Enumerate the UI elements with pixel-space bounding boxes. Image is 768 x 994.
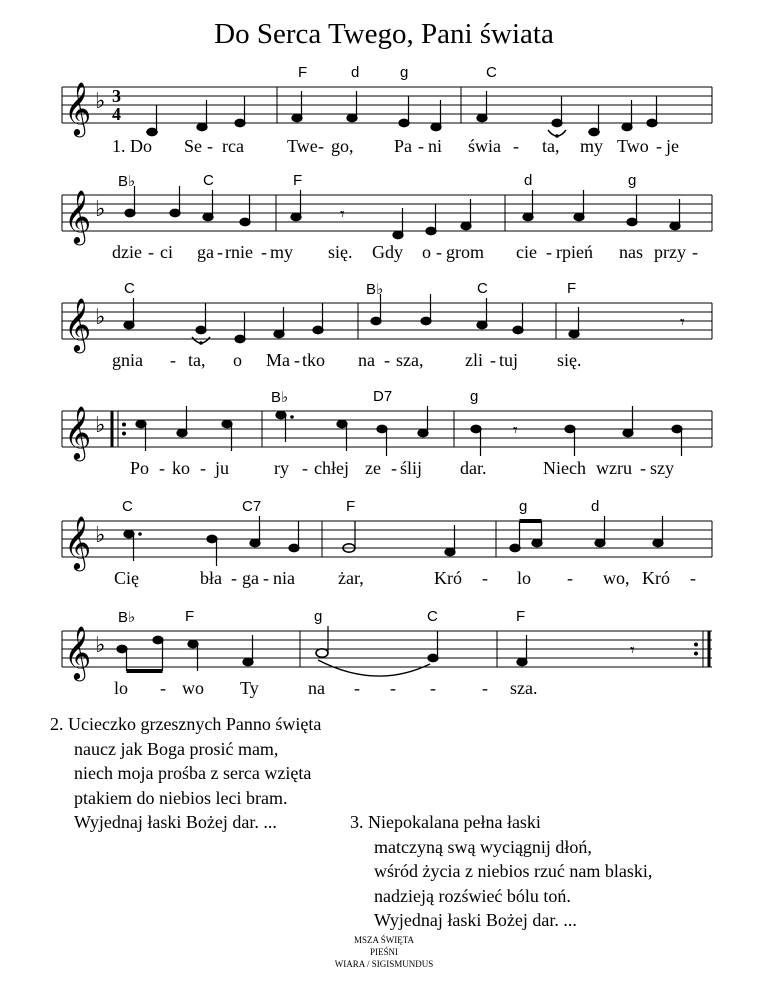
lyric-syllable: je xyxy=(666,136,679,156)
verse-line: 2. Ucieczko grzesznych Panno święta xyxy=(50,714,322,734)
lyric-syllable: Gdy xyxy=(372,242,403,262)
flat-key-icon: ♭ xyxy=(95,412,106,437)
chord: g xyxy=(314,608,323,625)
lyric-syllable: ta, xyxy=(542,136,560,156)
chord: g xyxy=(519,498,528,515)
lyric-syllable: na xyxy=(308,678,325,698)
lyric-syllable: grom xyxy=(446,242,484,262)
lyric-syllable: Pa xyxy=(394,136,412,156)
footer-line: PIEŚNI xyxy=(369,947,398,957)
lyric-syllable: - xyxy=(640,458,646,478)
lyric-syllable: Two xyxy=(617,136,649,156)
lyric-syllable: cie xyxy=(516,242,537,262)
lyric-syllable: Niech xyxy=(543,458,586,478)
lyric-syllable: dzie xyxy=(112,242,142,262)
chord: B♭ xyxy=(366,281,384,298)
lyric-syllable: ślij xyxy=(400,458,423,478)
lyric-syllable: - xyxy=(217,242,223,262)
lyric-syllable: - xyxy=(436,242,442,262)
eighth-rest-icon: 𝄾 xyxy=(513,420,518,440)
lyric-syllable: - xyxy=(263,568,269,588)
lyric-syllable: - xyxy=(513,136,519,156)
chord: C7 xyxy=(242,498,262,515)
staff-system-6 xyxy=(0,604,768,704)
lyric-syllable: gnia xyxy=(112,350,143,370)
lyric-syllable: rpień xyxy=(556,242,593,262)
flat-key-icon: ♭ xyxy=(95,522,106,547)
verse-line: Wyjednaj łaski Bożej dar. ... xyxy=(374,910,577,930)
lyric-syllable: Ma xyxy=(266,350,290,370)
staff-system-5 xyxy=(0,494,768,594)
lyric-syllable: chłej xyxy=(314,458,349,478)
verse-line: ptakiem do niebios leci bram. xyxy=(74,787,288,808)
verse-line: niech moja prośba z serca wzięta xyxy=(74,763,312,783)
lyric-syllable: my xyxy=(580,136,604,156)
lyric-syllable: - xyxy=(354,678,360,698)
lyric-syllable: ni xyxy=(428,136,443,156)
lyric-syllable: Twe xyxy=(287,136,318,156)
lyric-syllable: - xyxy=(656,136,662,156)
chord: g xyxy=(628,172,637,189)
lyric-syllable: - xyxy=(294,350,300,370)
chord: D7 xyxy=(373,388,393,405)
song-title: Do Serca Twego, Pani świata xyxy=(214,18,554,50)
lyric-syllable: rnie xyxy=(225,242,253,262)
lyric-syllable: Ty xyxy=(240,678,259,698)
lyric-syllable: - xyxy=(390,678,396,698)
lyric-syllable: na xyxy=(358,350,375,370)
lyric-syllable: - xyxy=(302,458,308,478)
lyric-syllable: ry xyxy=(274,458,289,478)
lyric-syllable: rca xyxy=(222,136,244,156)
chord: F xyxy=(567,280,577,297)
chord: F xyxy=(185,608,195,625)
lyric-syllable: - xyxy=(318,136,324,156)
lyric-syllable: Po xyxy=(130,458,150,478)
chord: g xyxy=(470,388,479,405)
lyric-syllable: ga xyxy=(242,568,259,588)
staff-system-3 xyxy=(0,276,768,376)
staff-system-4 xyxy=(0,384,768,484)
lyric-syllable: - xyxy=(261,242,267,262)
flat-key-icon: ♭ xyxy=(95,304,106,329)
lyric-syllable: - xyxy=(207,136,213,156)
lyric-syllable: się. xyxy=(557,350,582,370)
verse-line: naucz jak Boga prosić mam, xyxy=(74,738,279,759)
lyric-syllable: przy xyxy=(654,242,686,262)
chord: C xyxy=(477,280,488,297)
lyric-syllable: Cię xyxy=(114,568,139,588)
lyric-syllable: nia xyxy=(273,568,295,588)
treble-clef-icon: 𝄞 xyxy=(64,299,92,350)
tie-icon xyxy=(318,660,430,676)
footer-line: WIARA / SIGISMUNDUS xyxy=(334,959,434,969)
lyric-syllable: Se xyxy=(184,136,202,156)
svg-text:4: 4 xyxy=(112,104,121,124)
lyric-syllable: my xyxy=(270,242,294,262)
lyric-syllable: - xyxy=(391,458,397,478)
lyric-syllable: - xyxy=(690,568,696,588)
lyric-syllable: - xyxy=(170,350,176,370)
treble-clef-icon: 𝄞 xyxy=(64,83,92,134)
chord: B♭ xyxy=(271,389,289,406)
chord: C xyxy=(486,64,497,81)
lyric-syllable: szy xyxy=(650,458,674,478)
lyric-syllable: Kró xyxy=(434,568,462,588)
lyric-syllable: lo xyxy=(517,568,532,588)
lyric-syllable: - xyxy=(482,678,488,698)
verse-line: 3. Niepokalana pełna łaski xyxy=(350,812,541,832)
treble-clef-icon: 𝄞 xyxy=(64,627,92,678)
lyric-syllable: ko xyxy=(172,458,190,478)
lyric-syllable: - xyxy=(160,678,166,698)
lyric-syllable: świa xyxy=(468,136,501,156)
verse-3 xyxy=(350,810,652,933)
lyric-syllable: - xyxy=(231,568,237,588)
flat-key-icon: ♭ xyxy=(95,88,106,113)
footer-line: MSZA ŚWIĘTA xyxy=(353,935,415,945)
lyric-syllable: ze xyxy=(365,458,381,478)
eighth-rest-icon: 𝄾 xyxy=(630,640,635,660)
chord: d xyxy=(351,64,360,81)
chord: B♭ xyxy=(118,609,136,626)
lyric-syllable: lo xyxy=(114,678,129,698)
chord: d xyxy=(591,498,600,515)
lyric-syllable: tko xyxy=(302,350,326,370)
lyric-syllable: go, xyxy=(331,136,354,156)
lyric-syllable: sza. xyxy=(510,678,538,698)
lyric-syllable: ga xyxy=(197,242,214,262)
treble-clef-icon: 𝄞 xyxy=(64,517,92,568)
lyric-syllable: ta, xyxy=(188,350,206,370)
chord: F xyxy=(516,608,526,625)
lyric-syllable: o xyxy=(422,242,431,262)
lyric-syllable: 1. Do xyxy=(112,136,152,156)
lyric-syllable: - xyxy=(200,458,206,478)
lyric-syllable: - xyxy=(148,242,154,262)
lyric-syllable: dar. xyxy=(460,458,487,478)
chord: C xyxy=(203,172,214,189)
chord: C xyxy=(427,608,438,625)
lyric-syllable: o xyxy=(233,350,242,370)
chord: C xyxy=(122,498,133,515)
eighth-rest-icon: 𝄾 xyxy=(680,312,685,332)
lyric-syllable: - xyxy=(384,350,390,370)
verse-line: matczyną swą wyciągnij dłoń, xyxy=(374,836,592,857)
verse-line: Wyjednaj łaski Bożej dar. ... xyxy=(74,812,277,832)
chord: F xyxy=(293,172,303,189)
lyric-syllable: bła xyxy=(200,568,222,588)
lyric-syllable: nas xyxy=(619,242,643,262)
flat-key-icon: ♭ xyxy=(95,196,106,221)
staff-system-1 xyxy=(0,60,768,160)
chord: B♭ xyxy=(118,173,136,190)
chord: d xyxy=(524,172,533,189)
lyric-syllable: - xyxy=(430,678,436,698)
lyric-syllable: wzru xyxy=(596,458,632,478)
lyric-syllable: - xyxy=(418,136,424,156)
lyric-syllable: ju xyxy=(215,458,230,478)
lyric-syllable: ci xyxy=(160,242,173,262)
lyric-syllable: wo, xyxy=(603,568,630,588)
lyric-syllable: zli xyxy=(465,350,483,370)
treble-clef-icon: 𝄞 xyxy=(64,191,92,242)
svg-text:3: 3 xyxy=(112,86,121,106)
chord: C xyxy=(124,280,135,297)
lyric-syllable: wo xyxy=(182,678,204,698)
lyric-syllable: żar, xyxy=(338,568,364,588)
lyric-syllable: - xyxy=(567,568,573,588)
lyric-syllable: - xyxy=(482,568,488,588)
flat-key-icon: ♭ xyxy=(95,632,106,657)
lyric-syllable: tuj xyxy=(499,350,519,370)
page-footer xyxy=(0,934,768,970)
lyric-syllable: - xyxy=(490,350,496,370)
treble-clef-icon: 𝄞 xyxy=(64,407,92,458)
lyric-syllable: się. xyxy=(328,242,353,262)
lyric-syllable: Kró xyxy=(642,568,670,588)
lyric-syllable: - xyxy=(692,242,698,262)
chord: F xyxy=(298,64,308,81)
staff-system-2 xyxy=(0,168,768,268)
eighth-rest-icon: 𝄾 xyxy=(340,204,345,224)
verse-2 xyxy=(50,712,321,835)
lyric-syllable: - xyxy=(159,458,165,478)
verse-line: wśród życia z niebios rzuć nam blaski, xyxy=(374,861,653,881)
lyric-syllable: - xyxy=(546,242,552,262)
chord: F xyxy=(346,498,356,515)
chord: g xyxy=(400,64,409,81)
verse-line: nadzieją rozświeć bólu toń. xyxy=(374,885,571,906)
lyric-syllable: sza, xyxy=(396,350,424,370)
